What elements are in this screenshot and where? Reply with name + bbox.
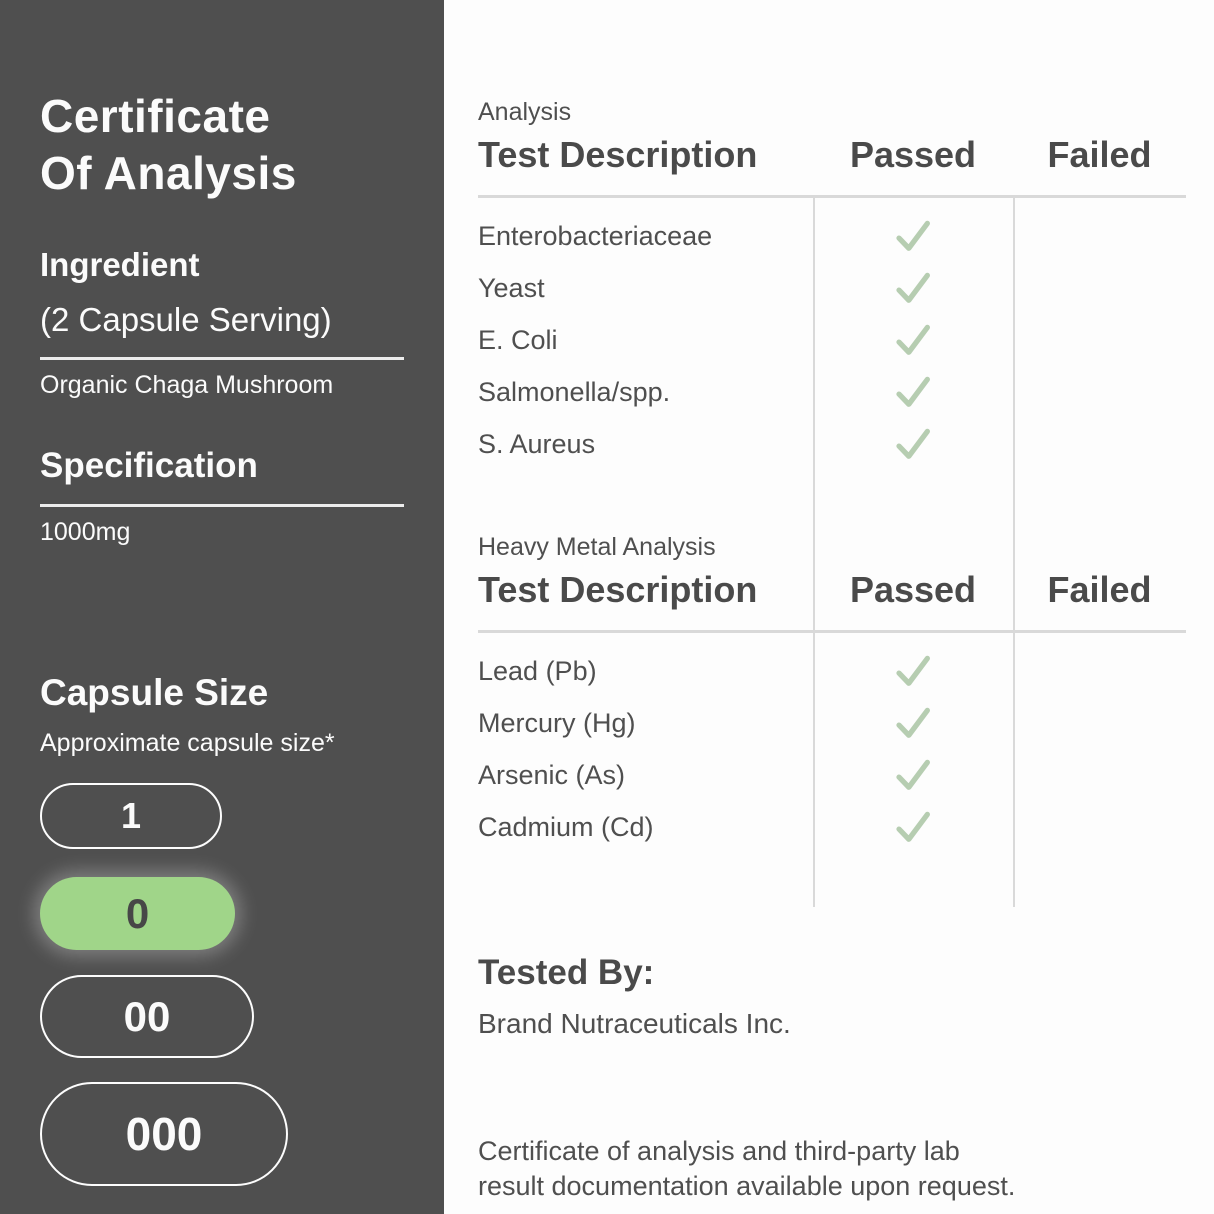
table-row — [478, 697, 1186, 749]
test-name: Mercury (Hg) — [478, 707, 636, 738]
table-row — [478, 749, 1186, 801]
capsule-size-heading: Capsule Size — [40, 672, 269, 713]
passed-cell — [813, 645, 1013, 697]
failed-cell — [1013, 697, 1186, 749]
test-name: Arsenic (As) — [478, 759, 626, 790]
passed-cell — [813, 262, 1013, 314]
specification-divider — [40, 504, 404, 507]
passed-cell — [813, 749, 1013, 801]
test-name: E. Coli — [478, 324, 558, 355]
passed-cell — [813, 210, 1013, 262]
check-icon — [892, 423, 934, 465]
test-name: Cadmium (Cd) — [478, 811, 654, 842]
check-icon — [892, 806, 934, 848]
analysis-col-failed: Failed — [1047, 134, 1152, 175]
analysis-table-header — [478, 134, 1186, 182]
test-name: Lead (Pb) — [478, 655, 597, 686]
footer-note — [478, 1134, 1018, 1204]
table-row — [478, 645, 1186, 697]
footer-note-line1: Certificate of analysis and third-party lab — [478, 1136, 960, 1166]
ingredient-heading: Ingredient — [40, 246, 200, 283]
table-row — [478, 262, 1186, 314]
analysis-col-test: Test Description — [478, 134, 758, 175]
failed-cell — [1013, 801, 1186, 853]
ingredient-divider — [40, 357, 404, 360]
passed-cell — [813, 801, 1013, 853]
analysis-col-passed: Passed — [849, 134, 977, 175]
test-name: Yeast — [478, 272, 545, 303]
capsule-size-note: Approximate capsule size* — [40, 729, 335, 757]
capsule-size-option-1[interactable]: 1 — [40, 783, 222, 849]
passed-cell — [813, 418, 1013, 470]
heavy-metal-header-rule — [478, 630, 1186, 633]
heavy-metal-col-failed: Failed — [1047, 569, 1152, 610]
page-title — [40, 88, 297, 202]
failed-cell — [1013, 645, 1186, 697]
check-icon — [892, 650, 934, 692]
test-name: S. Aureus — [478, 428, 596, 459]
specification-value: 1000mg — [40, 518, 131, 546]
ingredient-value: Organic Chaga Mushroom — [40, 371, 334, 399]
capsule-size-option-0-selected[interactable]: 0 — [40, 877, 235, 950]
tested-by-heading: Tested By: — [478, 953, 655, 992]
table-row — [478, 801, 1186, 853]
failed-cell — [1013, 749, 1186, 801]
capsule-size-option-00[interactable]: 00 — [40, 975, 254, 1058]
page-title-line2: Of Analysis — [40, 147, 297, 199]
failed-cell — [1013, 366, 1186, 418]
passed-cell — [813, 366, 1013, 418]
heavy-metal-section-label: Heavy Metal Analysis — [478, 533, 716, 561]
check-icon — [892, 754, 934, 796]
table-row — [478, 210, 1186, 262]
check-icon — [892, 319, 934, 361]
footer-note-line2: result documentation available upon request. — [478, 1171, 1016, 1201]
capsule-size-option-000[interactable]: 000 — [40, 1082, 288, 1186]
failed-cell — [1013, 210, 1186, 262]
check-icon — [892, 371, 934, 413]
table-row — [478, 314, 1186, 366]
check-icon — [892, 215, 934, 257]
table-row — [478, 418, 1186, 470]
test-name: Enterobacteriaceae — [478, 220, 713, 251]
failed-cell — [1013, 262, 1186, 314]
tested-by-value: Brand Nutraceuticals Inc. — [478, 1008, 791, 1039]
heavy-metal-table-header — [478, 569, 1186, 617]
passed-cell — [813, 314, 1013, 366]
test-name: Salmonella/spp. — [478, 376, 671, 407]
specification-heading: Specification — [40, 446, 258, 485]
check-icon — [892, 702, 934, 744]
failed-cell — [1013, 314, 1186, 366]
page-title-line1: Certificate — [40, 90, 271, 142]
table-row — [478, 366, 1186, 418]
analysis-header-rule — [478, 195, 1186, 198]
check-icon — [892, 267, 934, 309]
analysis-section-label: Analysis — [478, 98, 572, 126]
failed-cell — [1013, 418, 1186, 470]
ingredient-serving-note: (2 Capsule Serving) — [40, 301, 332, 338]
sidebar — [0, 0, 444, 1214]
heavy-metal-col-test: Test Description — [478, 569, 758, 610]
passed-cell — [813, 697, 1013, 749]
heavy-metal-col-passed: Passed — [849, 569, 977, 610]
